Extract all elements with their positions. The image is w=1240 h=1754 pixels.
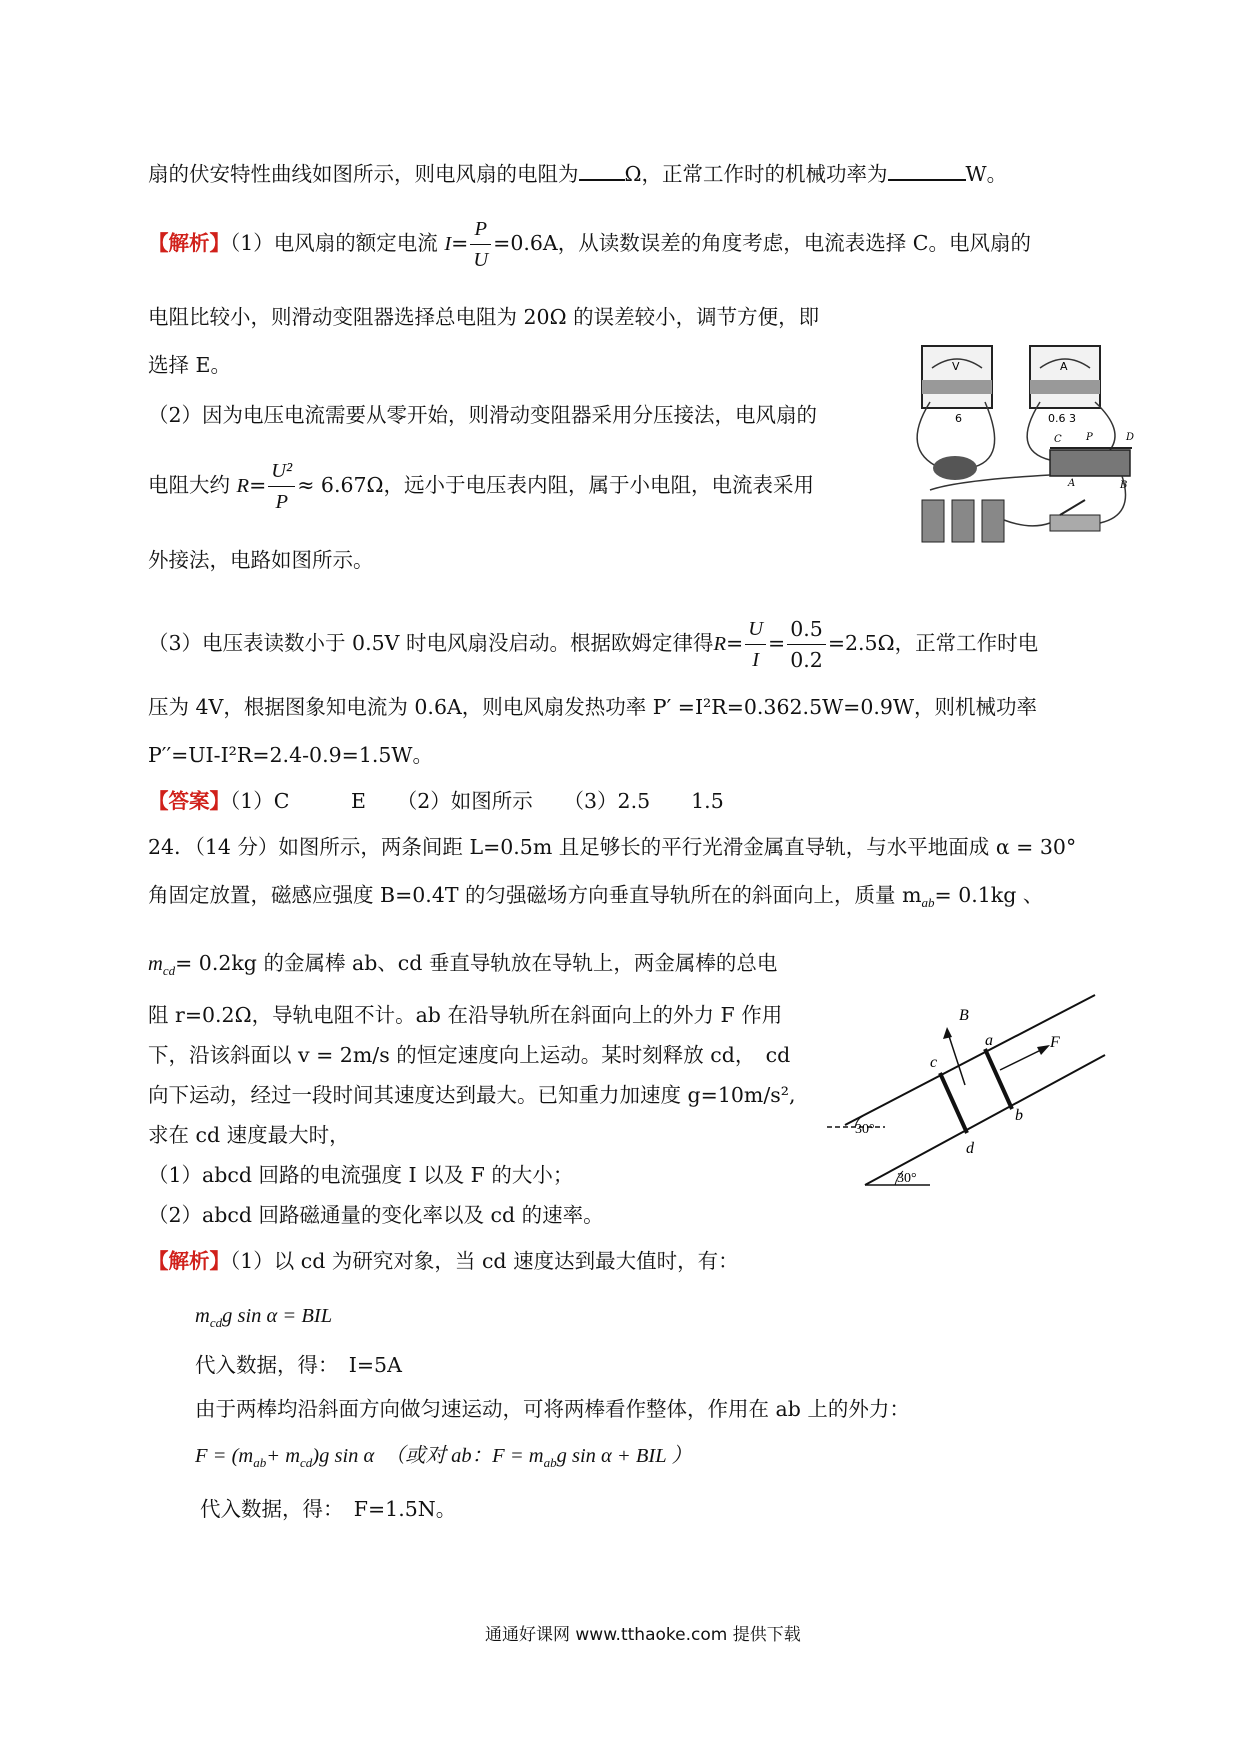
eq-part-2: + m bbox=[266, 1445, 301, 1467]
question-24-line-4: 阻 r=0.2Ω，导轨电阻不计。ab 在沿导轨所在斜面向上的外力 F 作用 bbox=[148, 1003, 783, 1027]
solution-line-4: 代入数据，得： F=1.5N。 bbox=[200, 1497, 457, 1521]
angle-label-upper: 30° bbox=[855, 1122, 875, 1137]
blank-resistance bbox=[579, 157, 625, 181]
equals: = bbox=[726, 631, 744, 655]
label-F: F bbox=[1050, 1034, 1060, 1051]
question-24-line-1: 24．（14 分）如图所示，两条间距 L=0.5m 且足够长的平行光滑金属直导轨，与水平地面成 α = 30° bbox=[148, 835, 1077, 859]
text-cont: = 0.2kg 的金属棒 ab、cd 垂直导轨放在导轨上，两金属棒的总电 bbox=[175, 951, 778, 975]
solution-line-2: 代入数据，得： I=5A bbox=[195, 1353, 402, 1377]
ammeter-icon bbox=[1030, 346, 1100, 408]
numerator: U² bbox=[268, 456, 295, 487]
answer-line bbox=[148, 786, 724, 816]
label-B: B bbox=[1120, 480, 1128, 491]
text-cont: ≈ 6.67Ω，远小于电压表内阻，属于小电阻，电流表采用 bbox=[297, 473, 815, 497]
voltmeter-icon bbox=[922, 346, 992, 408]
line1-text-a: 扇的伏安特性曲线如图所示，则电风扇的电阻为 bbox=[148, 162, 579, 186]
eq-part-4: g sin α + BIL ） bbox=[556, 1445, 692, 1467]
analysis-text-cont: =0.6A，从读数误差的角度考虑，电流表选择 C。电风扇的 bbox=[493, 231, 1031, 255]
fill-in-line bbox=[148, 157, 1007, 189]
answer-tag: 【答案】 bbox=[148, 789, 230, 813]
ammeter-label: A bbox=[1060, 360, 1068, 373]
battery-icon-2 bbox=[952, 500, 974, 542]
label-b: b bbox=[1015, 1107, 1023, 1124]
subscript-cd: cd bbox=[162, 963, 176, 979]
subscript-cd: cd bbox=[300, 1455, 313, 1471]
fan-motor-icon bbox=[933, 456, 977, 480]
numerator: 0.5 bbox=[787, 614, 826, 645]
question-24-line-8: （1）abcd 回路的电流强度 I 以及 F 的大小； bbox=[148, 1163, 574, 1187]
page-footer: 通通好课网 www.tthaoke.com 提供下载 bbox=[485, 1625, 801, 1645]
rheostat-icon bbox=[1050, 450, 1130, 476]
analysis-line-7 bbox=[148, 614, 1038, 675]
text: 角固定放置，磁感应强度 B=0.4T 的匀强磁场方向垂直导轨所在的斜面向上，质量 m bbox=[148, 883, 922, 907]
analysis-line-2: 电阻比较小，则滑动变阻器选择总电阻为 20Ω 的误差较小，调节方便，即 bbox=[148, 305, 820, 329]
eq-part-3: )g sin α （或对 ab：F = m bbox=[312, 1445, 544, 1467]
label-A: A bbox=[1068, 478, 1076, 489]
denominator: 0.2 bbox=[790, 648, 823, 672]
voltmeter-label: V bbox=[952, 360, 960, 373]
circuit-apparatus-figure bbox=[900, 340, 1140, 550]
line1-text-c: W。 bbox=[965, 162, 1008, 186]
var-m: m bbox=[195, 1305, 210, 1327]
inclined-rails-figure bbox=[825, 985, 1115, 1195]
numerator: U bbox=[745, 614, 766, 645]
text: （3）电压表读数小于 0.5V 时电风扇没启动。根据欧姆定律得 bbox=[148, 631, 714, 655]
voltmeter-terminals bbox=[922, 380, 992, 394]
fraction-U-over-I bbox=[745, 614, 766, 675]
eq-part-1: F = (m bbox=[195, 1445, 254, 1467]
equation-1 bbox=[195, 1300, 332, 1338]
equals: = bbox=[768, 631, 786, 655]
label-P: P bbox=[1086, 432, 1093, 443]
analysis-line-5 bbox=[148, 456, 814, 517]
solution-text: （1）以 cd 为研究对象，当 cd 速度达到最大值时，有： bbox=[230, 1249, 739, 1273]
ammeter-terminals bbox=[1030, 380, 1100, 394]
var-m: m bbox=[148, 953, 163, 975]
subscript-ab: ab bbox=[921, 895, 935, 911]
label-c: c bbox=[930, 1054, 938, 1071]
question-24-line-6: 向下运动，经过一段时间其速度达到最大。已知重力加速度 g=10m/s², bbox=[148, 1083, 796, 1107]
answer-text: （1）C E （2）如图所示 （3）2.5 1.5 bbox=[230, 789, 724, 813]
denominator: U bbox=[473, 249, 489, 271]
question-24-line-5: 下，沿该斜面以 v = 2m/s 的恒定速度向上运动。某时刻释放 cd， cd bbox=[148, 1043, 791, 1067]
var-I: I bbox=[444, 233, 452, 255]
question-24-line-3 bbox=[148, 948, 777, 986]
analysis-line-4: （2）因为电压电流需要从零开始，则滑动变阻器采用分压接法，电风扇的 bbox=[148, 403, 818, 427]
question-24-line-7: 求在 cd 速度最大时， bbox=[148, 1123, 350, 1147]
var-R: R bbox=[236, 475, 250, 497]
analysis-line-1 bbox=[148, 214, 1031, 275]
rail-upper bbox=[845, 995, 1095, 1125]
label-a: a bbox=[985, 1032, 993, 1049]
subscript-ab-2: ab bbox=[543, 1455, 557, 1471]
subscript-ab: ab bbox=[253, 1455, 267, 1471]
analysis-line-3: 选择 E。 bbox=[148, 353, 231, 377]
equation-2 bbox=[195, 1440, 692, 1478]
battery-icon-1 bbox=[922, 500, 944, 542]
label-d: d bbox=[966, 1140, 974, 1157]
denominator: I bbox=[752, 649, 760, 671]
ammeter-scale: 0.6 3 bbox=[1048, 412, 1076, 425]
text-cont: = 0.1kg 、 bbox=[934, 883, 1044, 907]
label-C: C bbox=[1054, 434, 1062, 445]
denominator: P bbox=[275, 491, 288, 513]
rod-ab bbox=[985, 1049, 1012, 1109]
fraction-numeric bbox=[787, 614, 826, 675]
equals: = bbox=[249, 473, 267, 497]
analysis-line-8: 压为 4V，根据图象知电流为 0.6A，则电风扇发热功率 P′ =I²R=0.362.5W=0.9W，则机械功率 bbox=[148, 695, 1038, 719]
text: 电阻大约 bbox=[148, 473, 230, 497]
subscript-cd: cd bbox=[209, 1315, 223, 1331]
equals: = bbox=[451, 231, 469, 255]
voltmeter-scale: 6 bbox=[955, 412, 962, 425]
equation-text: g sin α = BIL bbox=[222, 1305, 333, 1327]
rod-cd bbox=[940, 1073, 967, 1133]
fraction-U2-over-P bbox=[268, 456, 295, 517]
fraction-P-over-U bbox=[470, 214, 491, 275]
field-arrow-B bbox=[947, 1030, 965, 1085]
switch-icon bbox=[1050, 515, 1100, 531]
label-B: B bbox=[959, 1007, 969, 1024]
analysis-line-6: 外接法，电路如图所示。 bbox=[148, 548, 374, 572]
battery-icon-3 bbox=[982, 500, 1004, 542]
label-D: D bbox=[1126, 432, 1135, 443]
analysis-tag-2: 【解析】 bbox=[148, 1249, 230, 1273]
analysis-line-9: P′′=UI-I²R=2.4-0.9=1.5W。 bbox=[148, 743, 433, 767]
line1-text-b: Ω，正常工作时的机械功率为 bbox=[624, 162, 888, 186]
rail-lower bbox=[865, 1055, 1105, 1185]
numerator: P bbox=[470, 214, 491, 245]
var-R: R bbox=[713, 633, 727, 655]
solution-line-1 bbox=[148, 1246, 739, 1276]
analysis-text: （1）电风扇的额定电流 bbox=[230, 231, 438, 255]
question-24-line-2 bbox=[148, 880, 1043, 918]
question-24-line-9: （2）abcd 回路磁通量的变化率以及 cd 的速率。 bbox=[148, 1203, 604, 1227]
text-cont: =2.5Ω，正常工作时电 bbox=[827, 631, 1039, 655]
blank-power bbox=[888, 157, 966, 181]
angle-label-lower: 30° bbox=[897, 1171, 917, 1186]
analysis-tag: 【解析】 bbox=[148, 231, 230, 255]
solution-line-3: 由于两棒均沿斜面方向做匀速运动，可将两棒看作整体，作用在 ab 上的外力： bbox=[195, 1397, 910, 1421]
